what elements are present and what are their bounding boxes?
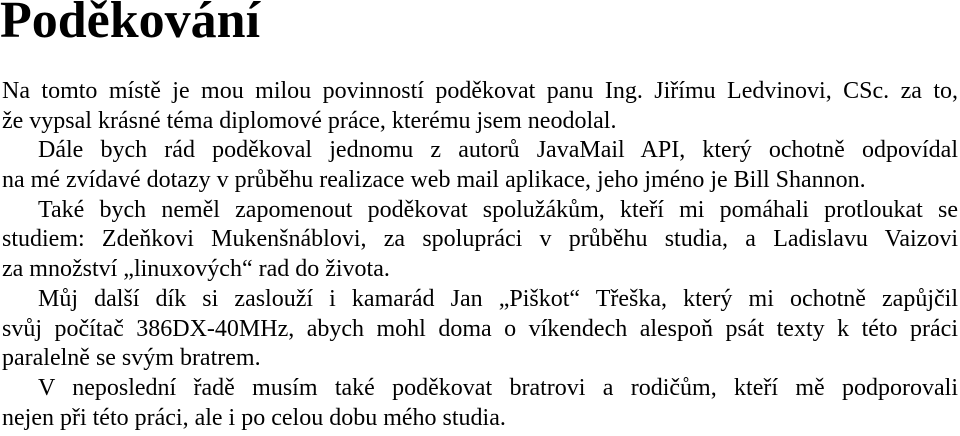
page-title: Poděkování xyxy=(0,0,261,49)
acknowledgments-body xyxy=(2,77,958,433)
paragraph-line: nejen při této práci, ale i po celou dobu mého studia. xyxy=(2,404,506,431)
paragraph-line: že vypsal krásné téma diplomové práce, kterému jsem neodolal. xyxy=(2,107,617,134)
paragraph-line: svůj počítač 386DX-40MHz, abych mohl doma o víkendech alespoň psát texty k této práci xyxy=(2,315,958,342)
paragraph-line: V neposlední řadě musím také poděkovat bratrovi a rodičům, kteří mě podporovali xyxy=(38,374,958,401)
paragraph-line: studiem: Zdeňkovi Mukenšnáblovi, za spolupráci v průběhu studia, a Ladislavu Vaizovi xyxy=(2,226,958,253)
paragraph xyxy=(2,374,958,433)
paragraph-line: Na tomto místě je mou milou povinností poděkovat panu Ing. Jiřímu Ledvinovi, CSc. za to, xyxy=(2,78,958,104)
paragraph-line: za množství „linuxových“ rad do života. xyxy=(2,256,390,283)
paragraph xyxy=(2,136,958,195)
paragraph xyxy=(2,285,958,374)
paragraph-line: na mé zvídavé dotazy v průběhu realizace web mail aplikace, jeho jméno je Bill Shannon. xyxy=(2,167,866,194)
paragraph-line: Můj další dík si zaslouží i kamarád Jan „Piškot“ Třeška, který mi ochotně zapůjčil xyxy=(38,285,958,312)
paragraph-line: paralelně se svým bratrem. xyxy=(2,345,261,372)
paragraph xyxy=(2,77,958,136)
paragraph xyxy=(2,196,958,285)
paragraph-line: Také bych neměl zapomenout poděkovat spolužákům, kteří mi pomáhali protloukat se xyxy=(38,196,958,223)
paragraph-line: Dále bych rád poděkoval jednomu z autorů JavaMail API, který ochotně odpovídal xyxy=(38,137,958,164)
